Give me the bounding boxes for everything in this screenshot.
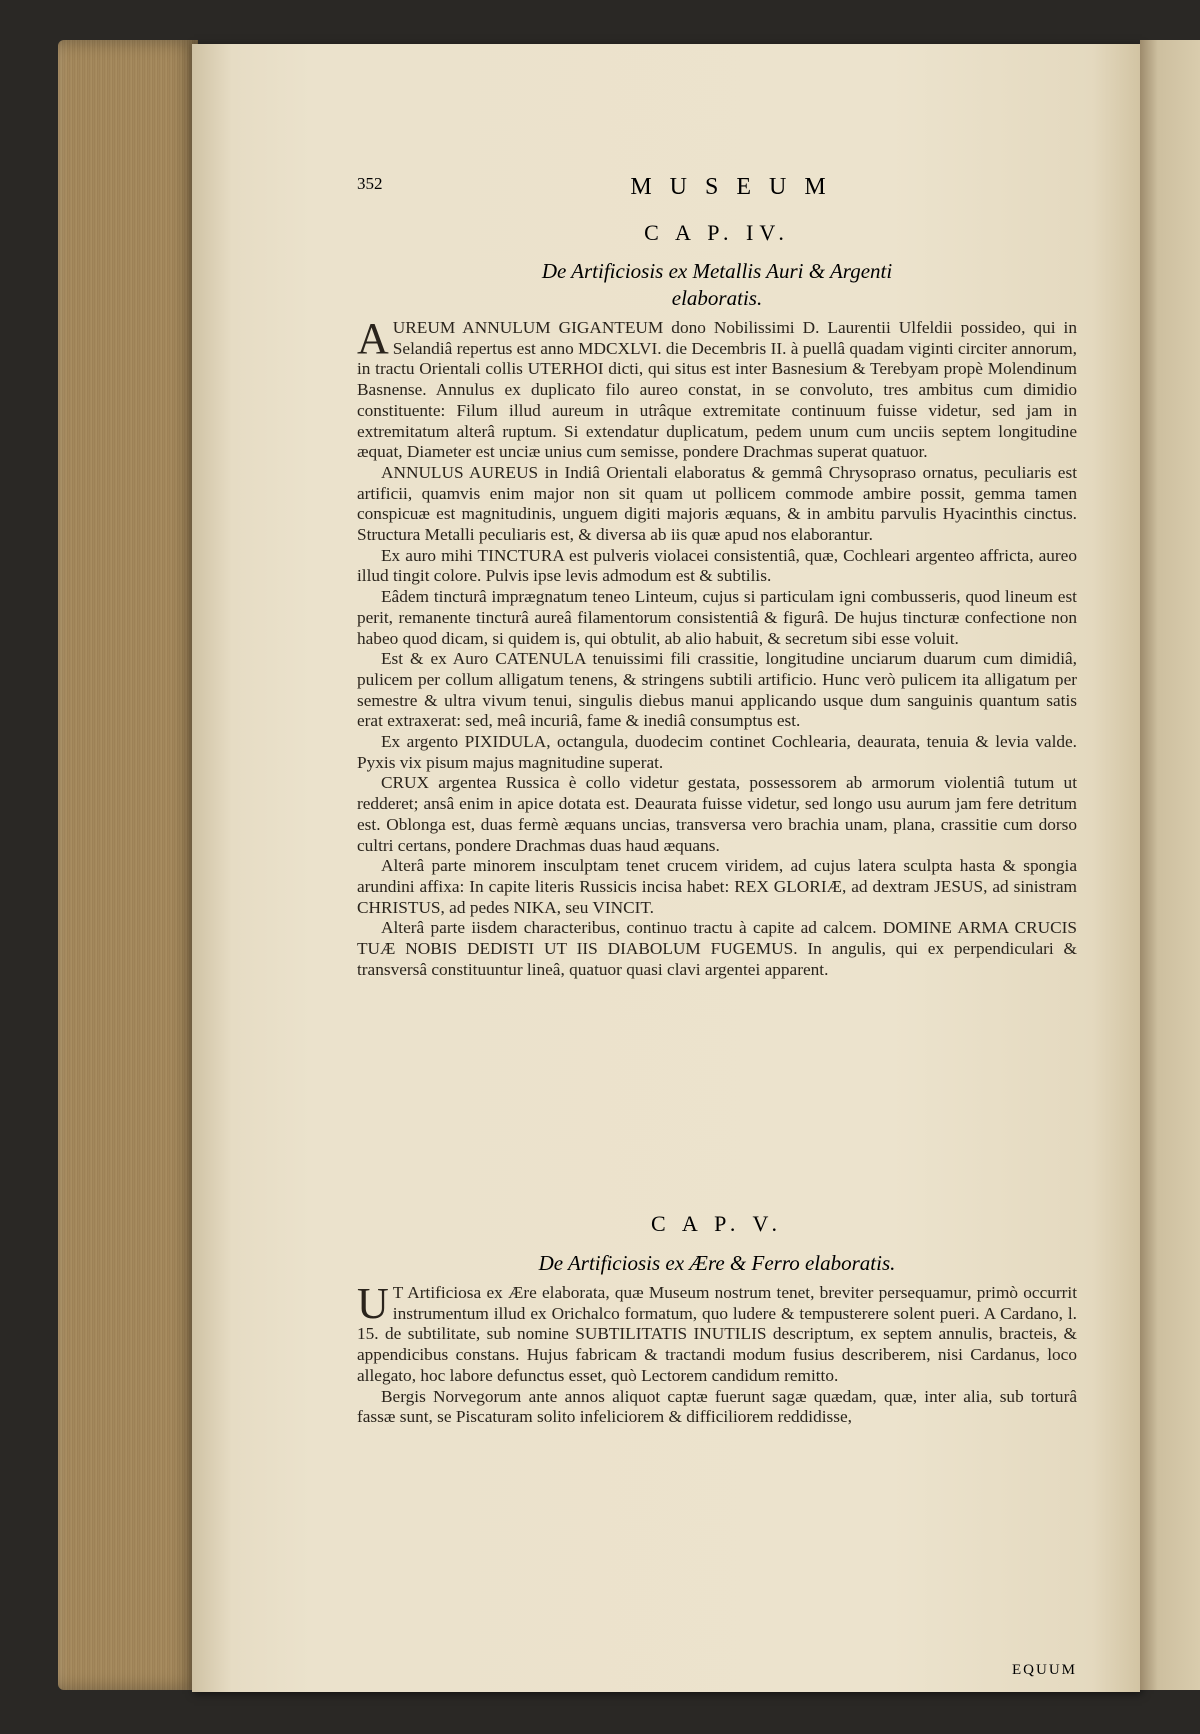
chapter-4-heading: C A P. IV.: [644, 220, 790, 245]
paragraph: [357, 314, 1077, 463]
paragraph: ANNULUS AUREUS in Indiâ Orientali elaboratus & gemmâ Chrysopraso ornatus, peculiaris est artificii, quamvis enim major non sit quam ut pollicem commode ambire possit, gemma tamen conspicuæ est magnitudinis, unguem digiti majoris æquans, & in ambitu parvulis Hyacinthis cinctus. Structura Metalli peculiaris est, & diversa ab iis quæ apud nos elaborantur.: [357, 462, 1077, 545]
page-header: [357, 174, 1077, 204]
running-title: MUSEUM: [630, 174, 844, 200]
facing-page-edge: [1140, 40, 1200, 1690]
paragraph: Alterâ parte iisdem characteribus, continuo tractu à capite ad calcem. DOMINE ARMA CRUCIS TUÆ NOBIS DEDISTI UT IIS DIABOLUM FUGEMUS. In angulis, qui ex perpendiculari & transversâ constituuntur lineâ, quatuor quasi clavi argentei apparent.: [357, 918, 1077, 979]
chapter-5-heading: C A P. V.: [650, 1211, 784, 1236]
paragraph: Alterâ parte minorem insculptam tenet crucem viridem, ad cujus latera sculpta hasta & spongia arundini affixa: In capite literis Russicis incisa habet: REX GLORIÆ, ad dextram JESUS, ad sinistram CHRISTUS, ad pedes NIKA, seu VINCIT.: [357, 856, 1077, 917]
catchword: EQUUM: [1012, 1662, 1077, 1678]
paragraph: Ex argento PIXIDULA, octangula, duodecim continet Cochlearia, deaurata, tenuia & levia valde. Pyxis vix pisum majus magnitudine superat.: [357, 732, 1077, 772]
chapter-4-title-line1: De Artificiosis ex Metallis Auri & Argenti: [541, 259, 893, 283]
chapter-4-title-line2: elaboratis.: [671, 286, 763, 310]
paragraph: Eâdem tincturâ imprægnatum teneo Linteum, cujus si particulam igni combusseris, quod lineum est perit, remanente tincturâ aureâ filamentorum consistentiâ & figurâ. De hujus tincturæ confectione non habeo quod dicam, si quidem is, qui obtulit, ab alio habuit, & secretum sibi esse voluit.: [357, 587, 1077, 648]
drop-cap: U: [357, 1279, 389, 1328]
paragraph-text: T Artificiosa ex Ære elaborata, quæ Museum nostrum tenet, breviter persequamur, primò occurrit instrumentum illud ex Orichalco formatum, quo ludere & tempusterere solent pueri. A Cardano, l. 15. de subtilitate, sub nomine SUBTILITATIS INUTILIS descriptum, ex septem annulis, bracteis, & appendicibus constans. Hujus fabricam & tractandi modum fusius describerem, nisi Cardanus, loco allegato, hoc labore defunctus esset, quò Lectorem candidum remitto.: [357, 1283, 1077, 1385]
chapter-5-title: De Artificiosis ex Ære & Ferro elaboratis.: [538, 1251, 896, 1275]
paragraph: CRUX argentea Russica è collo videtur gestata, possessorem ab armorum violentiâ tutum ut redderet; ansâ enim in apice dotata est. Deaurata fuisse videtur, sed longo usu aurum jam fere detritum est. Oblonga est, duas fermè æquans uncias, transversa vero brachia unam, plana, crassitie cum dorso cultri certans, pondere Drachmas duas haud æquans.: [357, 773, 1077, 855]
chapter-4-title: [357, 258, 1077, 312]
chapter-4-body: [357, 314, 1077, 981]
paragraph: Bergis Norvegorum ante annos aliquot captæ fuerunt sagæ quædam, quæ, inter alia, sub torturâ fassæ sunt, se Piscaturam solito infeliciorem & difficiliorem reddidisse,: [357, 1386, 1077, 1427]
book-fore-edge: [58, 40, 198, 1690]
paragraph: Est & ex Auro CATENULA tenuissimi fili crassitie, longitudine unciarum duarum cum dimidiâ, pulicem per collum alligatum tenens, & stringens subtili artificio. Hunc verò pulicem ita alligatum per semestre & ultra vivum tenui, singulis diebus manui applicando usque dum sanguinis quantum satis erat extraxerat: sed, meâ incuriâ, fame & inediâ consumptus est.: [357, 649, 1077, 731]
paragraph: Ex auro mihi TINCTURA est pulveris violacei consistentiâ, quæ, Cochleari argenteo affricta, aureo illud tingit colore. Pulvis ipse levis admodum est & subtilis.: [357, 545, 1077, 586]
paragraph: [357, 1279, 1077, 1387]
paragraph-text: UREUM ANNULUM GIGANTEUM dono Nobilissimi D. Laurentii Ulfeldii possideo, qui in Selandiâ repertus est anno MDCXLVI. die Decembris II. à puellâ quadam viginti circiter annorum, in tractu Orientali collis UTERHOI dicti, qui situs est inter Basnesium & Terebyam propè Molendinum Basnense. Annulus ex duplicato filo aureo constat, in se convoluto, tres ambitus cum dimidio constituente: Filum illud aureum in utrâque extremitate continuum fuisse videtur, sed jam in extremitatum alterâ ruptum. Si extendatur duplicatum, pedem unum cum unciis septem longitudine æquat, Diameter est unciæ unius cum semisse, pondere Drachmas superat quatuor.: [357, 318, 1077, 462]
drop-cap: A: [357, 314, 389, 363]
chapter-5-body: [357, 1279, 1077, 1428]
page-number: 352: [357, 174, 383, 193]
